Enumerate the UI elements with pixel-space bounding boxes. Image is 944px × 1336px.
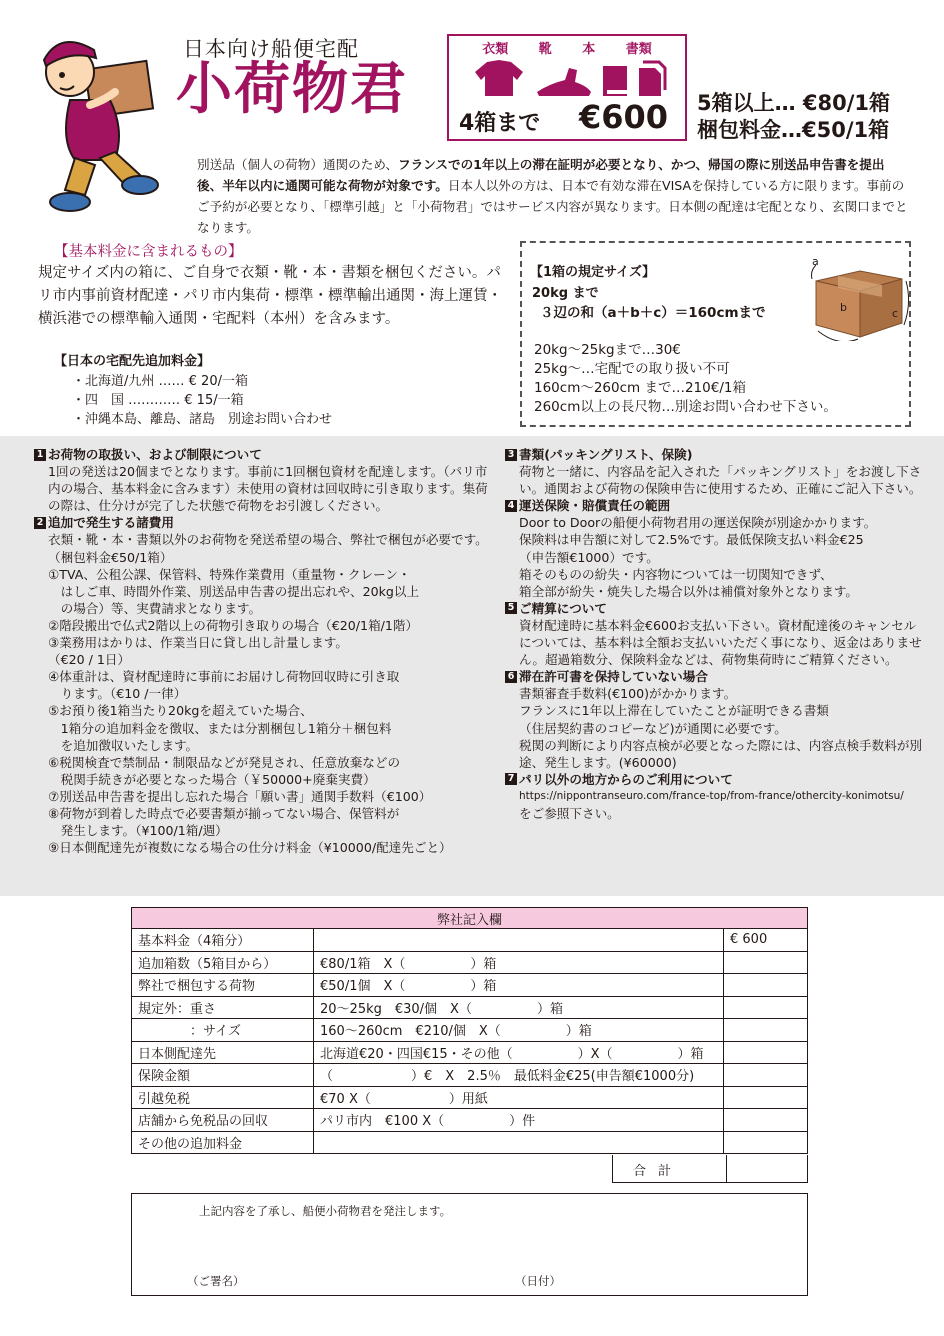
document-icon (639, 68, 661, 96)
row-detail[interactable] (314, 929, 724, 952)
terms-left-column (34, 446, 494, 856)
row-detail[interactable]: パリ市内 €100 X（ ）件 (314, 1109, 724, 1132)
section-2-heading (34, 514, 494, 531)
total-row (612, 1155, 808, 1183)
row-detail[interactable]: €50/1個 X（ ）箱 (314, 974, 724, 997)
section-number: 6 (505, 671, 517, 683)
row-label: その他の追加料金 (132, 1131, 314, 1154)
delivery-mascot-illustration (30, 20, 190, 220)
section-number: 7 (505, 773, 517, 785)
section-number: 4 (505, 500, 517, 512)
box-label-c: c (892, 307, 899, 320)
row-amount[interactable] (724, 951, 808, 974)
size-rule: 25kg～…宅配での取り扱い不可 (534, 361, 730, 377)
section-title: 追加で発生する諸費用 (48, 515, 174, 531)
row-amount[interactable] (724, 1086, 808, 1109)
japan-fee-list (72, 372, 332, 429)
category-labels (449, 38, 685, 57)
table-row (132, 974, 808, 997)
section-5-heading (505, 600, 925, 617)
section-title: 運送保険・賠償責任の範囲 (519, 498, 671, 514)
extra-box-rate: 5箱以上… €80/1箱 (697, 91, 891, 115)
section-6-body: 書類審査手数料(€100)がかかります。 フランスに1年以上滞在していたことが証明できる書類 （住居契約書のコピーなど)が通関に必要です。 税関の判断により内容点検が必要となった際には、内容点検手数料が別途、発生します。(¥60000) (519, 686, 922, 770)
sweater-icon (475, 60, 523, 96)
section-2-body: 衣類・靴・本・書類以外のお荷物を発送希望の場合、弊社で梱包が必要です。（梱包料金€50/1箱） ①TVA、公租公課、保管料、特殊作業費用（重量物・クレーン・ はしご車、時間外作業、別送品申告書の提出忘れや、20kg以上 の場合）等、実費請求となります。 ②階段搬出で仏式2階以上の荷物引き取りの場合（€20/1箱/1階） ③業務用はかりは、作業当日に貸し出し計量します。 （€20 / 1日） ④体重計は、資材配達時に事前にお届けし荷物回収時に引き取 ります。（€10 /一律） ⑤お預り後1箱当たり20kgを超えていた場合、 1箱分の追加料金を徴収、または分割梱包し1箱分＋梱包料 を追加徴収いたします。 ⑥税関検査で禁制品・制限品などが発見され、任意放棄などの 税関手続きが必要となった場合（￥50000+廃棄実費） ⑦別送品申告書を提出し忘れた場合「願い書」通関手数料（€100） ⑧荷物が到着した時点で必要書類が揃ってない場合、保管料が 発生します。（¥100/1箱/週） ⑨日本側配達先が複数になる場合の仕分け料金（¥10000/配達先ごと） (48, 532, 488, 856)
row-amount[interactable] (724, 1041, 808, 1064)
row-amount[interactable] (724, 1019, 808, 1042)
terms-section (0, 436, 944, 896)
section-4-body: Door to Doorの船便小荷物君用の運送保険が別途かかります。 保険料は申告額に対して2.5%です。最低保険支払い料金€25 （申告額€1000）です。 箱そのものの紛失・内容物については一切関知できず、 箱全部が紛失・焼失した場合以外は補償対象外となります。 (519, 515, 877, 599)
size-rule: 20kg～25kgまで…30€ (534, 342, 681, 358)
box-label-b: b (840, 301, 847, 314)
intro-p2: 日本人以外の方は、日本で有効な滞在VISAを保持している方に限ります。事前のご予約が必要となり、「標準引越」と「小荷物君」ではサービス内容が異なります。日本側の配達は宅配となり、玄関口までとなります。 (197, 178, 908, 235)
table-row (132, 951, 808, 974)
section-number: 1 (34, 449, 46, 461)
size-title: 【1箱の規定サイズ】 (530, 265, 656, 280)
cardboard-box-icon (802, 251, 910, 341)
section-number: 5 (505, 602, 517, 614)
row-amount[interactable] (724, 1064, 808, 1087)
order-form-header: 弊社記入欄 (132, 908, 808, 929)
table-row (132, 929, 808, 952)
size-rule: 260cm以上の長尺物…別途お問い合わせ下さい。 (534, 399, 837, 415)
table-row (132, 1041, 808, 1064)
total-label: 合計 (633, 1164, 684, 1179)
row-amount[interactable] (724, 1131, 808, 1154)
section-7-body: をご参照下さい。 (519, 805, 620, 821)
section-4-heading (505, 497, 925, 514)
row-label: 弊社で梱包する荷物 (132, 974, 314, 997)
section-title: パリ以外の地方からのご利用について (519, 771, 733, 787)
basic-fee-body: 規定サイズ内の箱に、ご自身で衣類・靴・本・書類を梱包ください。パリ市内事前資材配達・パリ市内集荷・標準・標準輸出通関・海上運賃・横浜港での標準輸入通関・宅配料（本州）を含みます。 (38, 265, 502, 327)
section-title: お荷物の取扱い、および制限について (48, 447, 262, 462)
row-detail[interactable]: 北海道€20・四国€15・その他（ ）X（ ）箱 (314, 1041, 724, 1064)
section-number: 2 (34, 517, 46, 529)
section-number: 3 (505, 449, 517, 461)
row-detail[interactable]: €80/1箱 X（ ）箱 (314, 951, 724, 974)
row-label: ：サイズ (132, 1019, 314, 1042)
section-title: 滞在許可書を保持していない場合 (519, 669, 708, 685)
row-detail[interactable]: 20～25kg €30/個 X（ ）箱 (314, 996, 724, 1019)
intro-text (197, 154, 909, 238)
service-title: 小荷物君 (176, 57, 408, 122)
row-label: 追加箱数（5箱目から） (132, 951, 314, 974)
section-6-heading (505, 668, 925, 685)
japan-fee-item: ・四 国 ………… € 15/一箱 (72, 393, 244, 408)
service-subtitle: 日本向け船便宅配 (183, 37, 359, 61)
intro-p1: 別送品（個人の荷物）通関のため、 (197, 157, 398, 172)
section-5-body: 資材配達時に基本料金€600お支払い下さい。資材配達後のキャンセルについては、基本料は全額お支払いいただく事になり、返金はありません。超過箱数分、保険料金などは、荷物集荷時にご精算ください。 (519, 617, 922, 668)
row-label: 規定外：重さ (132, 996, 314, 1019)
table-row (132, 996, 808, 1019)
terms-right-column (505, 446, 925, 822)
table-row (132, 1019, 808, 1042)
basic-fee-title: 【基本料金に含まれるもの】 (54, 244, 243, 260)
row-label: 保険金額 (132, 1064, 314, 1087)
section-title: ご精算について (519, 600, 607, 616)
signature-box (131, 1193, 808, 1296)
othercity-link[interactable]: https://nippontranseuro.com/france-top/from-france/othercity-konimotsu/ (519, 789, 904, 802)
japan-fee-item: ・沖縄本島、離島、諸島 別途お問い合わせ (72, 412, 333, 427)
date-field[interactable]: （日付） (515, 1274, 561, 1288)
row-detail[interactable]: 160～260cm €210/個 X（ ）箱 (314, 1019, 724, 1042)
agreement-text: 上記内容を了承し、船便小荷物君を発注します。 (199, 1204, 452, 1218)
box-label-a: a (812, 255, 819, 268)
row-label: 基本料金（4箱分） (132, 929, 314, 952)
section-title: 書類(パッキングリスト、保険) (519, 447, 693, 462)
category-documents: 書類 (625, 42, 652, 57)
order-form (131, 907, 808, 1154)
row-detail[interactable] (314, 1131, 724, 1154)
row-label: 引越免税 (132, 1086, 314, 1109)
base-price-box (447, 34, 687, 141)
table-row (132, 1131, 808, 1154)
row-label: 店舗から免税品の回収 (132, 1109, 314, 1132)
table-row (132, 1109, 808, 1132)
row-amount[interactable]: € 600 (724, 929, 808, 952)
section-7-heading (505, 771, 925, 788)
size-weight: 20kg まで (532, 286, 599, 301)
packing-rate: 梱包料金…€50/1箱 (697, 118, 890, 142)
total-divider (726, 1155, 727, 1182)
row-amount[interactable] (724, 996, 808, 1019)
size-formula: ３辺の和（a＋b＋c）＝160cmまで (540, 305, 766, 321)
row-label: 日本側配達先 (132, 1041, 314, 1064)
row-detail[interactable]: （ ）€ X 2.5％ 最低料金€25(申告額€1000分) (314, 1064, 724, 1087)
category-icons (469, 58, 669, 98)
signature-field[interactable]: （ご署名） (187, 1274, 245, 1288)
category-clothes: 衣類 (482, 42, 509, 57)
order-table (131, 907, 808, 1154)
base-price: €600 (579, 98, 669, 136)
section-1-body: 1回の発送は20個までとなります。事前に1回梱包資材を配達します。（パリ市内の場合、基本料金に含みます）未使用の資材は回収時に引き取ります。集荷の際は、仕分けが完了した状態で荷物をお引渡しください。 (48, 464, 488, 514)
table-row (132, 1064, 808, 1087)
section-3-body: 荷物と一緒に、内容品を記入された「パッキングリスト」をお渡し下さい。通関および荷物の保険申告に使用するため、正確にご記入下さい。 (519, 464, 922, 497)
row-amount[interactable] (724, 974, 808, 997)
row-detail[interactable]: €70 X（ ）用紙 (314, 1086, 724, 1109)
size-rule: 160cm～260cm まで…210€/1箱 (534, 380, 746, 396)
section-3-heading (505, 446, 925, 463)
size-rules-box (520, 241, 911, 427)
shoe-icon (537, 68, 591, 96)
category-shoes: 靴 (538, 42, 552, 57)
section-1-heading (34, 446, 494, 463)
japan-fee-title: 【日本の宅配先追加料金】 (54, 354, 211, 369)
row-amount[interactable] (724, 1109, 808, 1132)
intro-p1-bold: フランスでの1年以上の滞在証明が必要となり、かつ、帰国の際に別送品申告書を提出後、半年以内に通関可能な荷物が対象です。 (197, 157, 885, 193)
table-row (132, 1086, 808, 1109)
japan-fee-item: ・北海道/九州 …… € 20/一箱 (72, 374, 248, 389)
extra-rates (697, 90, 890, 144)
size-rule-list (534, 341, 837, 417)
box-limit: 4箱まで (459, 111, 541, 136)
category-books: 本 (582, 42, 596, 57)
